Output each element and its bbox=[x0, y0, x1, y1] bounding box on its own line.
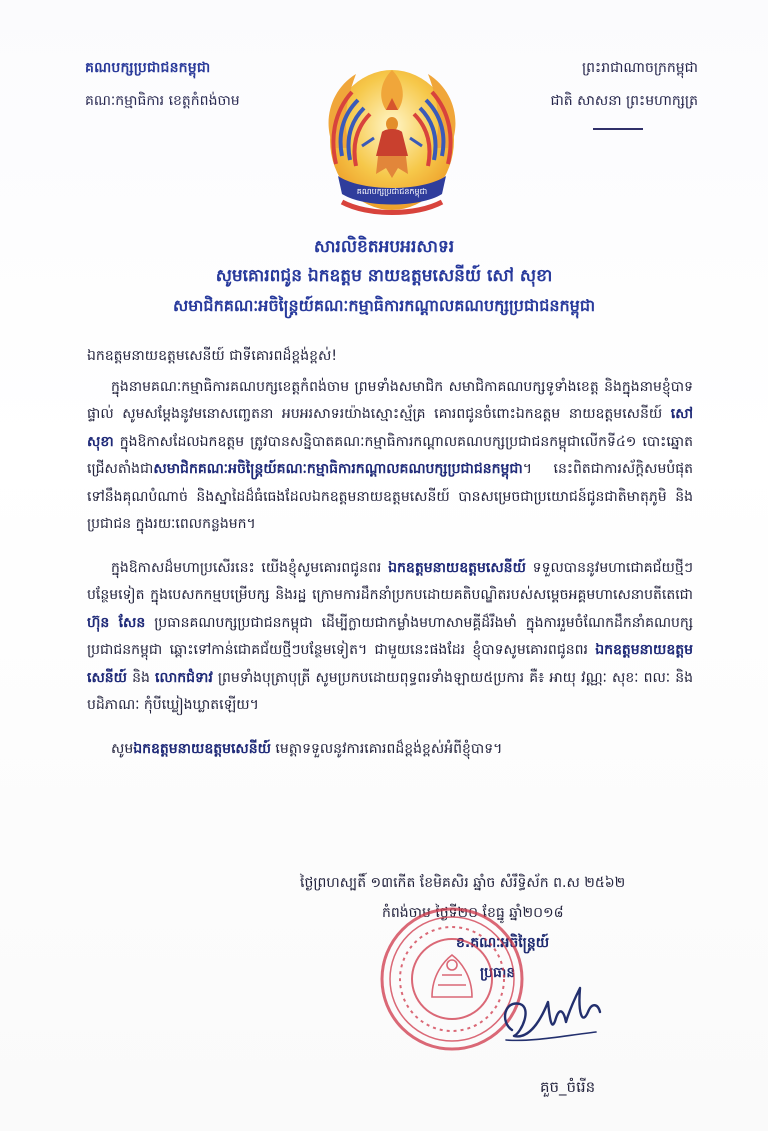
signer-position: ខ.គណៈអចិន្ត្រៃយ៍ bbox=[456, 935, 550, 951]
paragraph-1 bbox=[87, 374, 693, 539]
p2-lady-title: លោកជំទាវ bbox=[155, 669, 213, 686]
party-emblem-logo bbox=[312, 52, 472, 218]
p2-leader-name: ហ៊ុន សែន bbox=[87, 614, 146, 631]
signer-role: ប្រធាន bbox=[480, 965, 516, 981]
letterhead-right bbox=[458, 58, 698, 130]
letterhead-left bbox=[85, 58, 285, 112]
p2-text-a: ក្នុងឱកាសដ៏មហាប្រសើរនេះ យើងខ្ញុំសូមគោរពជូនពរ bbox=[111, 559, 389, 576]
p1-text-b: ក្នុងឱកាសដែលឯកឧត្តម ត្រូវបានសន្និបាតគណៈកម្មាធិការកណ្តាលគណបក្សប្រជាជនកម្ពុជាលើកទី៤១ បោះឆ្នោតជ្រើសតាំងជា bbox=[87, 433, 693, 477]
solar-date: កំពង់ចាម ថ្ងៃទី២០ ខែធ្នូ ឆ្នាំ២០១៨ bbox=[382, 905, 564, 921]
p1-text-a: ក្នុងនាមគណៈកម្មាធិការគណបក្សខេត្តកំពង់ចាម ព្រមទាំងសមាជិក សមាជិកាគណបក្សទូទាំងខេត្ត និងក្នុងនាមខ្ញុំបាទផ្ទាល់ សូមសម្តែងនូវមនោសញ្ចេតនា អបអរសាទរយ៉ាងស្មោះស្ម័គ្រ គោរពជូនចំពោះឯកឧត្តម នាយឧត្តមសេនីយ៍ bbox=[87, 378, 693, 422]
national-motto: ជាតិ សាសនា ព្រះមហាក្សត្រ bbox=[550, 93, 698, 109]
closing-text-b: មេត្តាទទួលនូវការគោរពដ៏ខ្ពង់ខ្ពស់អំពីខ្ញុំបាទ។ bbox=[270, 740, 503, 757]
signer-name: គួច_ចំរើន bbox=[540, 1078, 596, 1096]
p1-new-role: សមាជិកគណៈអចិន្ត្រៃយ៍គណៈកម្មាធិការកណ្តាលគណបក្សប្រជាជនកម្ពុជា bbox=[153, 461, 523, 477]
letter-title-block bbox=[0, 233, 768, 320]
addressee-position: សមាជិកគណៈអចិន្ត្រៃយ៍គណៈកម្មាធិការកណ្តាលគណបក្សប្រជាជនកម្ពុជា bbox=[172, 296, 596, 315]
p2-text-d: និង bbox=[127, 669, 155, 686]
kingdom-name: ព្រះរាជាណាចក្រកម្ពុជា bbox=[581, 60, 698, 76]
emblem-text: គណបក្សប្រជាជនកម្ពុជា bbox=[356, 187, 428, 196]
letter-body bbox=[87, 343, 693, 763]
closing-recipient-title: ឯកឧត្តមនាយឧត្តមសេនីយ៍ bbox=[133, 740, 271, 757]
p2-recipient-title-2: ឯកឧត្តមនាយឧត្តមសេនីយ៍ bbox=[87, 642, 693, 686]
p2-text-b: ទទួលបាននូវមហាជោគជ័យថ្មីៗបន្ថែមទៀត ក្នុងបេសកកម្មបម្រើបក្ស និងរដ្ឋ ក្រោមការដឹកនាំប្រកបដោយគតិបណ្ឌិតរបស់សម្តេចអគ្គមហាសេនាបតីតេជោ bbox=[87, 559, 693, 603]
letter-title: សារលិខិតអបអរសាទរ bbox=[313, 237, 455, 257]
closing-line bbox=[87, 736, 693, 764]
lunar-date: ថ្ងៃព្រហស្បតិ៍ ១៣កើត ខែមិគសិរ ឆ្នាំច សំរឹទ្ធិស័ក ព.ស ២៥៦២ bbox=[300, 875, 626, 891]
salutation: ឯកឧត្តមនាយឧត្តមសេនីយ៍ ជាទីគោរពដ៏ខ្ពង់ខ្ពស់! bbox=[87, 348, 338, 364]
party-name: គណបក្សប្រជាជនកម្ពុជា bbox=[85, 60, 211, 76]
motto-divider bbox=[593, 128, 643, 130]
addressee-line: សូមគោរពជូន ឯកឧត្តម នាយឧត្តមសេនីយ៍ សៅ សុខា bbox=[215, 266, 553, 286]
handwritten-signature bbox=[492, 982, 604, 1052]
committee-name: គណៈកម្មាធិការ ខេត្តកំពង់ចាម bbox=[85, 93, 240, 109]
p2-text-c: ប្រធានគណបក្សប្រជាជនកម្ពុជា ដើម្បីក្លាយជាកម្លាំងមហាសាមគ្គីដ៏រឹងមាំ ក្នុងការរួមចំណែកដឹកនាំគណបក្សប្រជាជនកម្ពុជា ឆ្ពោះទៅកាន់ជោគជ័យថ្មីៗបន្ថែមទៀត។ ជាមួយនេះផងដែរ ខ្ញុំបាទសូមគោរពជូនពរ bbox=[87, 614, 693, 658]
p2-recipient-title: ឯកឧត្តមនាយឧត្តមសេនីយ៍ bbox=[388, 559, 526, 576]
paragraph-2 bbox=[87, 555, 693, 720]
p2-text-e: ព្រមទាំងបុត្រាបុត្រី សូមប្រកបដោយពុទ្ធពរទាំងឡាយ៥ប្រការ គឺ៖ អាយុ វណ្ណៈ សុខៈ ពលៈ និងបដិភាណៈ កុំបីឃ្លៀងឃ្លាតឡើយ។ bbox=[87, 669, 693, 713]
p1-recipient-name: សៅ សុខា bbox=[87, 406, 693, 450]
p1-text-c: ។ នេះពិតជាការស័ក្តិសមបំផុតទៅនឹងគុណបំណាច់ និងស្នាដៃដ៏ធំធេងដែលឯកឧត្តមនាយឧត្តមសេនីយ៍ បានសម្រេចជាប្រយោជន៍ជូនជាតិមាតុភូមិ និងប្រជាជន ក្នុងរយៈពេលកន្លងមក។ bbox=[87, 461, 693, 532]
closing-text-a: សូម bbox=[111, 740, 134, 757]
